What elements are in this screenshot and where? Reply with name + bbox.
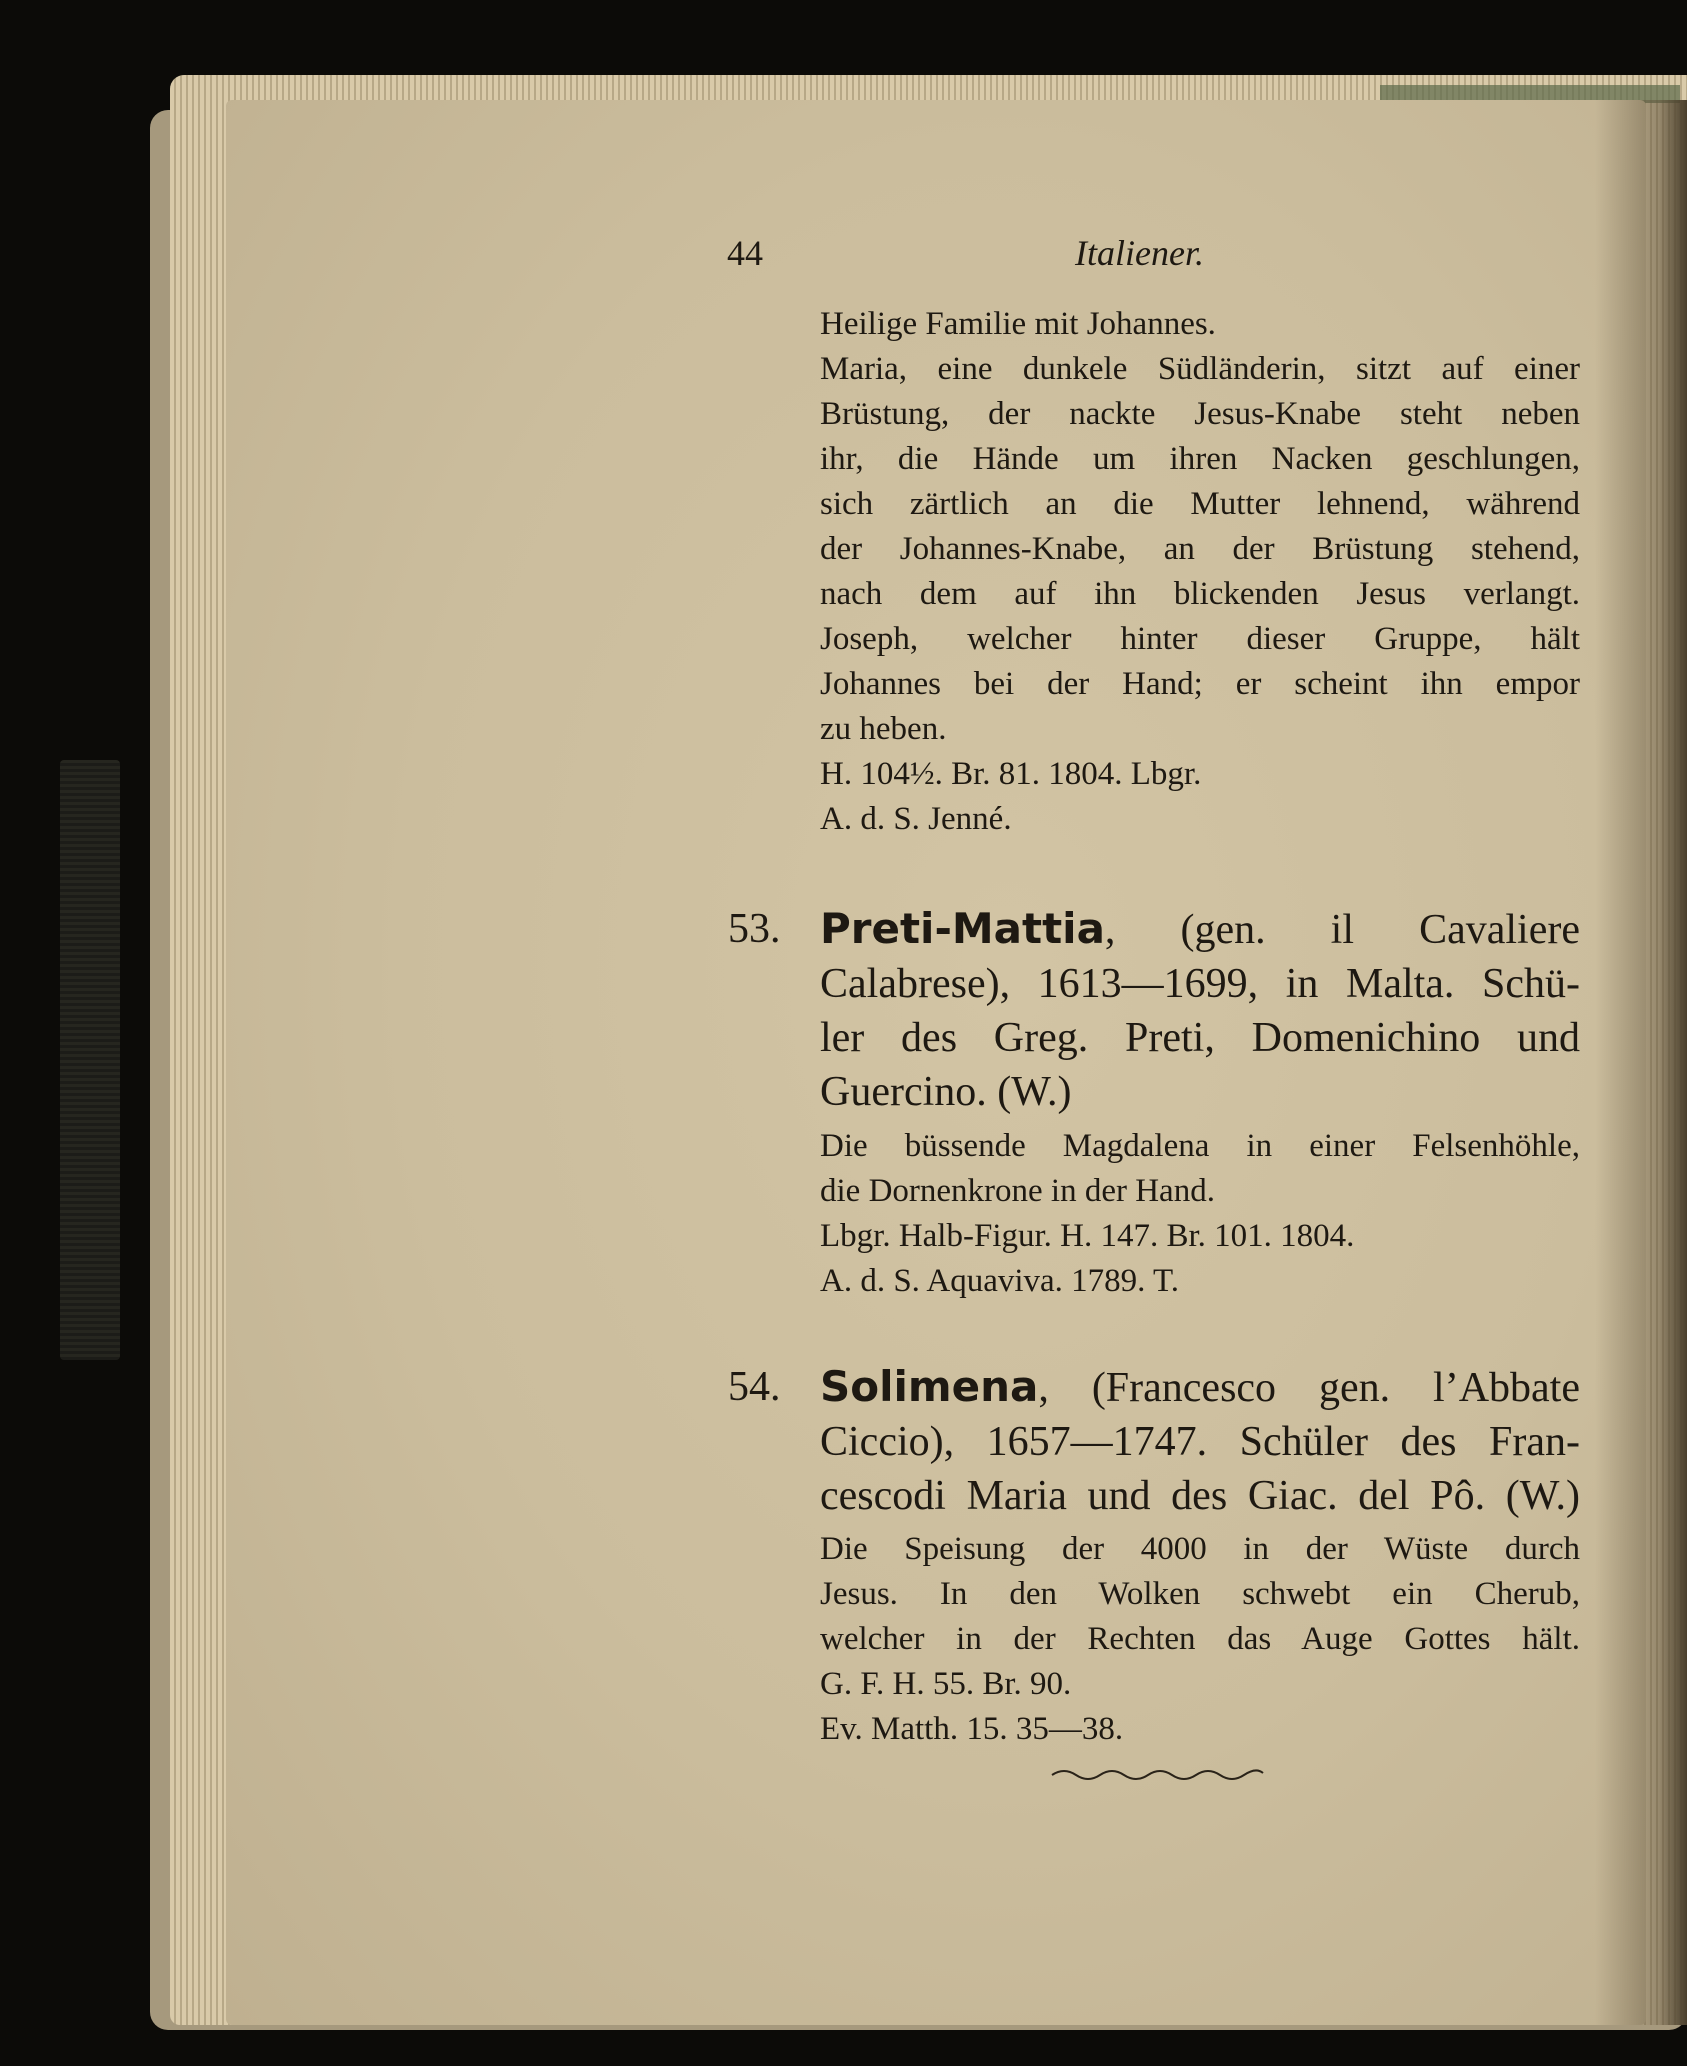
cloth-spine [60, 760, 120, 1360]
text-line: nach dem auf ihn blickenden Jesus verlangt. [820, 576, 1580, 612]
text-line: Joseph, welcher hinter dieser Gruppe, hält [820, 621, 1580, 657]
wave-ornament-icon [1050, 1765, 1265, 1785]
artist-name: Preti-Mattia [820, 904, 1105, 953]
text-line: Lbgr. Halb-Figur. H. 147. Br. 101. 1804. [820, 1218, 1355, 1254]
heading-line: Guercino. (W.) [820, 1069, 1072, 1115]
heading-line [820, 1360, 1580, 1415]
text-line: sich zärtlich an die Mutter lehnend, während [820, 486, 1580, 522]
heading-line [820, 902, 1580, 957]
text-line: Johannes bei der Hand; er scheint ihn empor [820, 666, 1580, 702]
text-line: Ev. Matth. 15. 35—38. [820, 1711, 1124, 1747]
entry-number: 53. [728, 906, 781, 952]
text-line: A. d. S. Jenné. [820, 801, 1012, 837]
artist-name: Solimena [820, 1362, 1039, 1411]
intro-block [820, 302, 1580, 842]
text-line: G. F. H. 55. Br. 90. [820, 1666, 1072, 1702]
text-line: Die büssende Magdalena in einer Felsenhöhle, [820, 1128, 1580, 1164]
entry-number: 54. [728, 1364, 781, 1410]
text-line: H. 104½. Br. 81. 1804. Lbgr. [820, 756, 1202, 792]
text-line: ihr, die Hände um ihren Nacken geschlungen, [820, 441, 1580, 477]
text-line: die Dornenkrone in der Hand. [820, 1173, 1215, 1209]
entry-heading [820, 902, 1580, 1119]
text-line: welcher in der Rechten das Auge Gottes hält. [820, 1621, 1580, 1657]
text-line: Heilige Familie mit Johannes. [820, 306, 1216, 342]
heading-text: , (Francesco gen. l’Abbate [1038, 1365, 1580, 1411]
text-line: Jesus. In den Wolken schwebt ein Cherub, [820, 1576, 1580, 1612]
running-title: Italiener. [1075, 233, 1204, 273]
text-line: A. d. S. Aquaviva. 1789. T. [820, 1263, 1180, 1299]
text-line: Die Speisung der 4000 in der Wüste durch [820, 1531, 1580, 1567]
text-line: Maria, eine dunkele Südländerin, sitzt auf einer [820, 351, 1580, 387]
page-number: 44 [727, 233, 763, 273]
heading-line: Ciccio), 1657—1747. Schüler des Fran- [820, 1419, 1580, 1465]
entry-heading [820, 1360, 1580, 1523]
heading-line: ler des Greg. Preti, Domenichino und [820, 1015, 1580, 1061]
text-line: Brüstung, der nackte Jesus-Knabe steht neben [820, 396, 1580, 432]
entry-description [820, 1527, 1580, 1752]
gutter-shadow [1595, 100, 1687, 2025]
text-line: zu heben. [820, 711, 947, 747]
heading-text: , (gen. il Cavaliere [1104, 907, 1580, 953]
heading-line: cescodi Maria und des Giac. del Pô. (W.) [820, 1473, 1580, 1519]
text-line: der Johannes-Knabe, an der Brüstung stehend, [820, 531, 1580, 567]
heading-line: Calabrese), 1613—1699, in Malta. Schü- [820, 961, 1580, 1007]
entry-description [820, 1124, 1580, 1304]
